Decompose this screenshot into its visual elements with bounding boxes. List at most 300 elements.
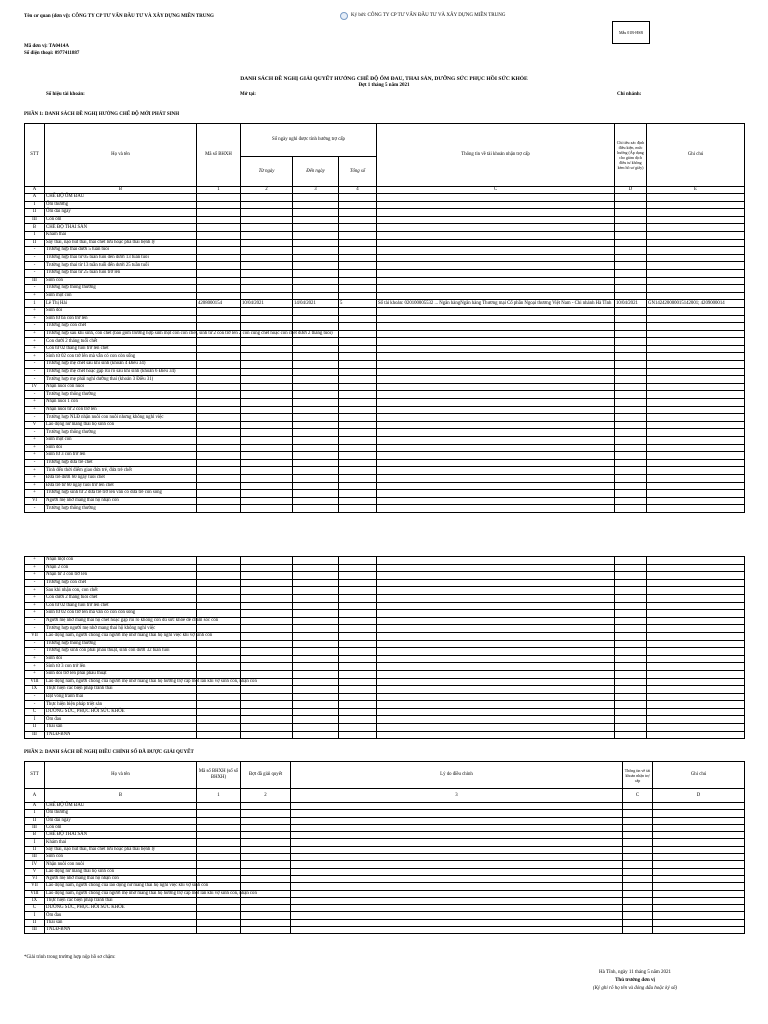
cell-note: [647, 716, 745, 724]
cell-account: [377, 467, 615, 475]
cell-note: [653, 810, 745, 817]
cell-criteria: [615, 444, 647, 452]
cell-to: [293, 632, 339, 640]
cell-from: [241, 361, 293, 369]
cell-name: Người mẹ nhờ mang thai hộ nhận con: [45, 875, 197, 882]
cell-account: [377, 437, 615, 445]
cell-account: [377, 594, 615, 602]
cell-reason: [291, 854, 623, 861]
cell-from: [241, 564, 293, 572]
cell-total: [339, 239, 377, 247]
form-code: Mẫu 01B-HSB: [618, 29, 644, 35]
cell-name: Lao động nam, người chồng của lao động nữ mang thai hộ nghỉ việc khi vợ sinh con: [46, 883, 209, 889]
cell-stt: +: [25, 655, 45, 663]
cell-to: [293, 625, 339, 633]
signer-title: Thủ trưởng đơn vị: [615, 978, 655, 983]
cell-reason: [291, 883, 623, 890]
cell-account: [377, 247, 615, 255]
cell-to: [293, 285, 339, 293]
cell-from: [241, 602, 293, 610]
cell-code: [197, 292, 241, 300]
cell-from: [241, 368, 293, 376]
letter-cell: 2: [241, 187, 293, 194]
cell-total: [339, 452, 377, 460]
cell-total: [339, 716, 377, 724]
cell-code: [197, 459, 241, 467]
cell-from: [241, 610, 293, 618]
cell-note: [647, 678, 745, 686]
table-row: [25, 701, 745, 709]
cell-criteria: [615, 345, 647, 353]
table-row: [25, 587, 745, 595]
cell-criteria: [615, 505, 647, 513]
cell-from: [241, 421, 293, 429]
cell-stt: -: [25, 693, 45, 701]
cell-name: Sinh từ 02 con trở lên mà vẫn có con còn sống: [45, 610, 197, 618]
cell-code: [197, 610, 241, 618]
cell-period: [241, 868, 291, 875]
cell-name: Sinh từ 02 con trở lên mà vẫn có con còn sống: [45, 353, 197, 361]
cell-code: [197, 655, 241, 663]
cell-to: [293, 292, 339, 300]
cell-account: [377, 406, 615, 414]
table-row: [25, 905, 745, 912]
cell-name: Trường hợp sinh từ 2 đứa trẻ trở lên vẫn có đứa trẻ còn sống: [45, 490, 197, 498]
cell-note: [647, 414, 745, 422]
cell-total: [339, 285, 377, 293]
cell-period: [241, 875, 291, 882]
cell-code: [197, 254, 241, 262]
cell-from: [241, 315, 293, 323]
cell-note: [647, 406, 745, 414]
cell-account: [377, 557, 615, 565]
part2-letter-row: [25, 789, 745, 803]
table-row: [25, 594, 745, 602]
cell-account: [377, 444, 615, 452]
table-row: [25, 678, 745, 686]
cell-name: Trường hợp thông thường: [45, 505, 197, 513]
cell-reason: [291, 832, 623, 839]
cell-total: [339, 655, 377, 663]
cell-total: [339, 610, 377, 618]
table-row: [25, 406, 745, 414]
cell-criteria: [615, 452, 647, 460]
cell-name: TNLĐ-BNN: [45, 927, 197, 934]
table-row: [25, 883, 745, 890]
col2-code: Mã số BHXH (số sổ BHXH): [197, 762, 241, 789]
cell-from: [241, 391, 293, 399]
document-title-block: [0, 76, 768, 89]
cell-total: [339, 708, 377, 716]
cell-to: [293, 361, 339, 369]
letter-cell: 3: [293, 187, 339, 194]
cell-account: [623, 897, 653, 904]
cell-to: [293, 648, 339, 656]
cell-total: [339, 307, 377, 315]
cell-stt: IX: [25, 686, 45, 694]
cell-account: [377, 254, 615, 262]
cell-note: [647, 482, 745, 490]
cell-criteria: [615, 594, 647, 602]
table-row: [25, 277, 745, 285]
cell-note: [647, 474, 745, 482]
cell-criteria: [615, 731, 647, 739]
cell-to: [293, 224, 339, 232]
cell-code: [197, 579, 241, 587]
cell-account: [377, 368, 615, 376]
cell-total: [339, 497, 377, 505]
cell-from: [241, 338, 293, 346]
cell-code: [197, 875, 241, 882]
cell-total: [339, 474, 377, 482]
cell-to: [293, 617, 339, 625]
cell-code: [197, 724, 241, 732]
cell-from: [241, 467, 293, 475]
cell-note: [647, 594, 745, 602]
cell-stt: VIII: [25, 678, 45, 686]
col-note: Ghi chú: [647, 124, 745, 187]
cell-total: [339, 625, 377, 633]
part1-letter-row: [25, 187, 745, 194]
cell-stt: +: [25, 292, 45, 300]
table-row: [25, 810, 745, 817]
cell-criteria: [615, 216, 647, 224]
cell-account: [377, 459, 615, 467]
table-row: [25, 338, 745, 346]
cell-from: [241, 277, 293, 285]
cell-total: [339, 399, 377, 407]
cell-criteria: [615, 557, 647, 565]
cell-note: [653, 912, 745, 919]
cell-stt: +: [25, 482, 45, 490]
cell-name: Trường hợp thông thường: [45, 285, 197, 293]
cell-name: Con từ 02 tháng tuổi trở lên chết: [45, 602, 197, 610]
cell-code: [197, 209, 241, 217]
letter-cell: A: [25, 789, 45, 803]
cell-name: DƯỠNG SỨC, PHỤC HỒI SỨC KHỎE: [45, 708, 197, 716]
table-row: [25, 300, 745, 308]
cell-from: [241, 655, 293, 663]
cell-from: [241, 285, 293, 293]
cell-stt: +: [25, 444, 45, 452]
cell-from: [241, 587, 293, 595]
cell-total: [339, 617, 377, 625]
cell-name: Sinh từ 3 con trở lên: [45, 452, 197, 460]
cell-code: [197, 594, 241, 602]
cell-from: [241, 345, 293, 353]
part1-table-continued: [24, 556, 745, 739]
cell-note: [647, 693, 745, 701]
cell-stt: VII: [25, 632, 45, 640]
cell-to: [293, 474, 339, 482]
cell-account: [377, 353, 615, 361]
cell-reason: [291, 868, 623, 875]
cell-name: Lê Thị Hải: [45, 300, 197, 308]
cell-stt: A: [25, 803, 45, 810]
cell-from: [241, 474, 293, 482]
cell-period: [241, 839, 291, 846]
table-row: [25, 610, 745, 618]
cell-account: [623, 810, 653, 817]
cell-note: [647, 292, 745, 300]
cell-stt: +: [25, 406, 45, 414]
cell-criteria: [615, 194, 647, 202]
cell-from: [241, 269, 293, 277]
table-row: [25, 817, 745, 824]
cell-code: [197, 247, 241, 255]
cell-code: [197, 444, 241, 452]
cell-code: [197, 716, 241, 724]
cell-criteria: [615, 724, 647, 732]
cell-period: [241, 927, 291, 934]
cell-stt: +: [25, 307, 45, 315]
cell-total: [339, 361, 377, 369]
cell-criteria: [615, 459, 647, 467]
cell-from: [241, 594, 293, 602]
cell-code: [197, 625, 241, 633]
cell-name: Đứa trẻ dưới 60 ngày tuổi chết: [45, 474, 197, 482]
cell-name: Trường hợp thông thường: [45, 640, 197, 648]
cell-code: [197, 648, 241, 656]
cell-reason: [291, 839, 623, 846]
cell-code: [197, 224, 241, 232]
cell-stt: IV: [25, 861, 45, 868]
cell-to: [293, 678, 339, 686]
bank-label: Mở tại:: [240, 92, 256, 97]
table-row: [25, 632, 745, 640]
cell-criteria: [615, 708, 647, 716]
cell-note: [647, 231, 745, 239]
cell-total: [339, 444, 377, 452]
cell-name: Trường hợp đứa trẻ chết: [45, 459, 197, 467]
cell-note: [647, 239, 745, 247]
cell-stt: +: [25, 467, 45, 475]
cell-note: [647, 459, 745, 467]
cell-to: [293, 315, 339, 323]
cell-from: [241, 323, 293, 331]
part1-title: PHẦN 1: DANH SÁCH ĐỀ NGHỊ HƯỞNG CHẾ ĐỘ MỚI PHÁT SINH: [24, 112, 180, 117]
cell-from: [241, 406, 293, 414]
cell-note: [653, 839, 745, 846]
cell-name: Khám thai: [45, 231, 197, 239]
cell-stt: I: [25, 912, 45, 919]
cell-total: [339, 209, 377, 217]
cell-account: [377, 429, 615, 437]
table-row: [25, 194, 745, 202]
cell-to: [293, 670, 339, 678]
cell-note: [647, 254, 745, 262]
cell-from: [241, 209, 293, 217]
cell-name: Sau khi nhận con, con chết: [45, 587, 197, 595]
cell-from: [241, 716, 293, 724]
cell-code: [197, 663, 241, 671]
cell-name: Lao động nam, người chồng của người mẹ nhờ mang thai hộ nghỉ việc khi vợ sinh con: [46, 633, 213, 639]
cell-note: [647, 383, 745, 391]
letter-cell: 1: [197, 187, 241, 194]
cell-name: CHẾ ĐỘ ỐM ĐAU: [45, 803, 197, 810]
cell-total: [339, 686, 377, 694]
cell-from: [241, 399, 293, 407]
cell-note: [647, 307, 745, 315]
cell-note: [647, 421, 745, 429]
cell-code: [197, 868, 241, 875]
cell-stt: I: [25, 716, 45, 724]
table-row: [25, 861, 745, 868]
cell-total: [339, 482, 377, 490]
cell-reason: [291, 875, 623, 882]
cell-to: [293, 247, 339, 255]
cell-account: [377, 474, 615, 482]
cell-account: [623, 912, 653, 919]
cell-code: [197, 285, 241, 293]
cell-stt: -: [25, 269, 45, 277]
table-row: [25, 875, 745, 882]
cell-from: [241, 376, 293, 384]
cell-code: [197, 505, 241, 513]
cell-account: [377, 239, 615, 247]
cell-code: [197, 670, 241, 678]
cell-account: [377, 277, 615, 285]
cell-total: [339, 231, 377, 239]
cell-criteria: [615, 490, 647, 498]
cell-stt: V: [25, 868, 45, 875]
cell-to: [293, 444, 339, 452]
cell-criteria: [615, 383, 647, 391]
cell-criteria: [615, 368, 647, 376]
cell-name: Sinh đôi: [45, 444, 197, 452]
cell-to: [293, 587, 339, 595]
signer-note: (Ký ghi rõ họ tên và đóng dấu hoặc ký số): [592, 986, 678, 991]
cell-note: [653, 824, 745, 831]
cell-code: [197, 912, 241, 919]
cell-note: [647, 579, 745, 587]
cell-code: [197, 269, 241, 277]
cell-stt: +: [25, 338, 45, 346]
cell-name: Người mẹ nhờ mang thai hộ nhận con: [45, 497, 197, 505]
cell-note: [653, 883, 745, 890]
cell-period: [241, 810, 291, 817]
cell-code: [197, 239, 241, 247]
cell-stt: -: [25, 640, 45, 648]
cell-name: Trường hợp NLĐ nhận nuôi con nuôi nhưng không nghỉ việc: [45, 414, 197, 422]
cell-stt: VI: [25, 875, 45, 882]
cell-code: [197, 323, 241, 331]
cell-code: [197, 640, 241, 648]
cell-stt: II: [25, 919, 45, 926]
form-code-box: [612, 21, 650, 44]
table-row: [25, 254, 745, 262]
part2-title: PHẦN 2: DANH SÁCH ĐỀ NGHỊ ĐIỀU CHỈNH SỐ ĐÃ ĐƯỢC GIẢI QUYẾT: [24, 750, 194, 755]
table-row: [25, 617, 745, 625]
cell-code: [197, 437, 241, 445]
cell-code: [197, 897, 241, 904]
cell-total: [339, 406, 377, 414]
cell-stt: +: [25, 353, 45, 361]
cell-name: Sẩy thai, nạo hút thai, thai chết lưu hoặc phá thai bệnh lý: [45, 239, 197, 247]
cell-stt: III: [25, 216, 45, 224]
cell-note: [647, 632, 745, 640]
table-row: [25, 868, 745, 875]
table-row: [25, 724, 745, 732]
cell-from: 10/04/2021: [241, 300, 293, 308]
cell-account: [377, 376, 615, 384]
table-row: [25, 399, 745, 407]
cell-stt: IV: [25, 383, 45, 391]
cell-stt: 1: [25, 300, 45, 308]
cell-note: [647, 467, 745, 475]
col-days-group: Số ngày nghỉ được tính hưởng trợ cấp: [241, 124, 377, 157]
cell-note: [647, 345, 745, 353]
cell-code: [197, 497, 241, 505]
cell-total: [339, 731, 377, 739]
cell-from: [241, 216, 293, 224]
cell-criteria: [615, 421, 647, 429]
table-row: [25, 625, 745, 633]
cell-note: [647, 277, 745, 285]
cell-account: [377, 731, 615, 739]
cell-code: [197, 452, 241, 460]
cell-account: [377, 224, 615, 232]
cell-total: [339, 557, 377, 565]
phone: Số điện thoại: 0977411887: [24, 51, 80, 56]
cell-code: [197, 421, 241, 429]
cell-name: Trường hợp sinh con phải phẫu thuật, sinh con dưới 32 tuần tuổi: [45, 648, 197, 656]
cell-account: [377, 323, 615, 331]
cell-stt: I: [25, 839, 45, 846]
cell-period: [241, 824, 291, 831]
cell-name: Tính đến thời điểm giao đứa trẻ, đứa trẻ chết: [45, 467, 197, 475]
cell-name: Trường hợp người mẹ nhờ mang thai hộ không nghỉ việc: [45, 625, 197, 633]
cell-code: [197, 927, 241, 934]
cell-note: [647, 497, 745, 505]
cell-name: Khám thai: [45, 839, 197, 846]
cell-account: [377, 361, 615, 369]
cell-code: [197, 277, 241, 285]
table-row: [25, 648, 745, 656]
cell-criteria: [615, 338, 647, 346]
late-note: *Giải trình trong trường hợp nộp hồ sơ chậm:: [24, 955, 116, 960]
cell-note: [647, 617, 745, 625]
cell-note: [653, 890, 745, 897]
cell-code: [197, 307, 241, 315]
cell-period: [241, 919, 291, 926]
cell-stt: A: [25, 194, 45, 202]
cell-stt: +: [25, 572, 45, 580]
cell-account: [623, 854, 653, 861]
table-row: [25, 459, 745, 467]
cell-criteria: [615, 353, 647, 361]
cell-account: [623, 883, 653, 890]
cell-stt: +: [25, 437, 45, 445]
cell-code: [197, 810, 241, 817]
cell-note: [647, 708, 745, 716]
cell-name: Lao động nam, người chồng của người mẹ nhờ mang thai hộ hưởng trợ cấp một lần khi vợ sinh con, nhận con: [46, 890, 257, 896]
cell-criteria: [615, 224, 647, 232]
table-row: [25, 927, 745, 934]
cell-name: Trường hợp thai từ 05 tuần tuổi đến dưới 13 tuần tuổi: [45, 254, 197, 262]
cell-stt: II: [25, 846, 45, 853]
cell-criteria: [615, 406, 647, 414]
cell-account: [377, 338, 615, 346]
cell-account: [377, 655, 615, 663]
cell-account: [377, 701, 615, 709]
cell-name: Trường hợp mẹ chết hoặc gặp rủi ro sau khi sinh (khoản 6 Điều 34): [45, 368, 197, 376]
table-row: [25, 579, 745, 587]
cell-note: [647, 269, 745, 277]
cell-criteria: [615, 693, 647, 701]
cell-note: [647, 209, 745, 217]
cell-account: [623, 824, 653, 831]
